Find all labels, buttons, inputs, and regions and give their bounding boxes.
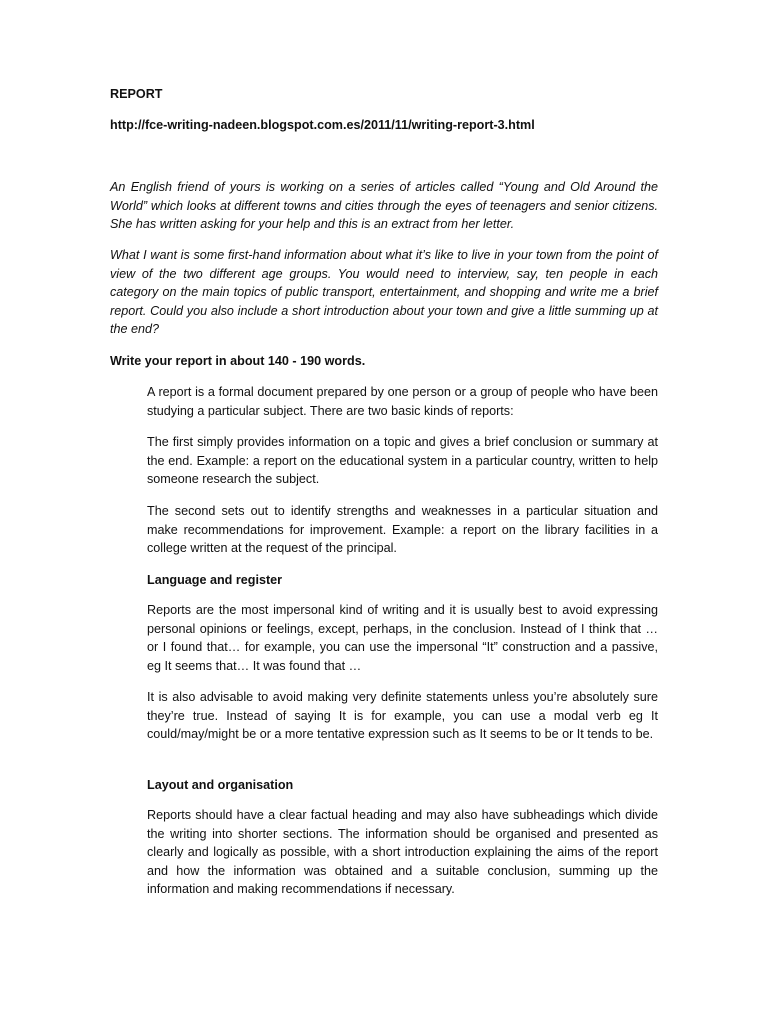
heading-language-register: Language and register [147,573,283,587]
task-paragraph-1: An English friend of yours is working on a series of articles called “Young and Old Around the World” which looks at different towns and cities through the eyes of teenagers and senior citizens. She has written asking for your help and this is an extract from her letter. [110,180,658,231]
guide-paragraph-2: The first simply provides information on a topic and gives a brief conclusion or summary at the end. Example: a report on the educational system in a particular country, written to help someone research the subject. [147,435,658,486]
guide-paragraph-1: A report is a formal document prepared by one person or a group of people who have been studying a particular subject. There are two basic kinds of reports: [147,385,658,418]
layout-paragraph-1: Reports should have a clear factual heading and may also have subheadings which divide the writing into shorter sections. The information should be organised and presented as clearly and logically as possible, with a short introduction explaining the aims of the report and how the information was obtained and a suitable conclusion, summing up the information and making recommendations if necessary. [147,808,658,896]
task-paragraph-2: What I want is some first-hand information about what it’s like to live in your town from the point of view of the two different age groups. You would need to interview, say, ten people in each category on the main topics of public transport, entertainment, and shopping and write me a brief report. Could you also include a short introduction about your town and give a little summing up at the end? [110,248,658,336]
instruction-text: Write your report in about 140 - 190 words. [110,354,366,368]
guide-paragraph-3: The second sets out to identify strengths and weaknesses in a particular situation and make recommendations for improvement. Example: a report on the library facilities in a college written at the request of the principal. [147,504,658,555]
language-paragraph-2: It is also advisable to avoid making very definite statements unless you’re absolutely sure they’re true. Instead of saying It is for example, you can use a modal verb eg It could/may/might be or a more tentative expression such as It seems to be or It tends to be. [147,690,658,741]
source-url: http://fce-writing-nadeen.blogspot.com.es/2011/11/writing-report-3.html [110,118,535,132]
heading-layout-organisation: Layout and organisation [147,778,294,792]
language-paragraph-1: Reports are the most impersonal kind of writing and it is usually best to avoid expressing personal opinions or feelings, except, perhaps, in the conclusion. Instead of I think that … or I found that… for example, you can use the impersonal “It” construction and a passive, eg It seems that… It was found that … [147,603,658,673]
document-title: REPORT [110,87,163,101]
